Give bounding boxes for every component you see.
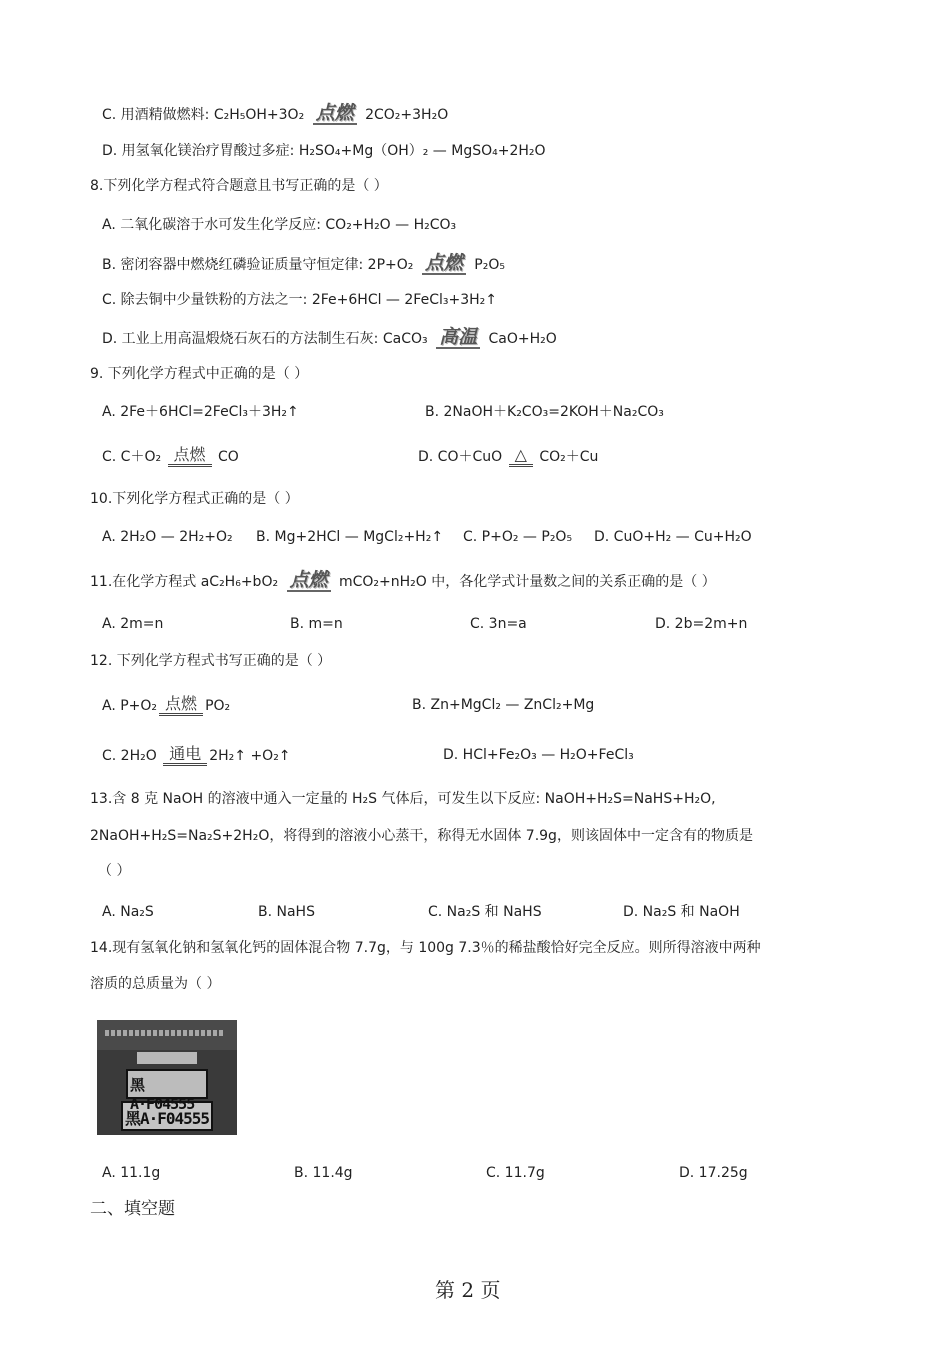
line-text: B. Mg+2HCl — MgCl₂+H₂↑ xyxy=(256,529,444,545)
text-line-q8c xyxy=(102,290,497,310)
line-text: 2NaOH+H₂S=Na₂S+2H₂O，将得到的溶液小心蒸干，称得无水固体 7.9g，则该固体中一定含有的物质是 xyxy=(90,828,753,844)
line-text-after: P₂O₅ xyxy=(469,257,505,273)
text-line-q13a xyxy=(90,789,716,809)
text-line-q14od xyxy=(679,1163,748,1183)
text-line-q7d xyxy=(102,141,546,161)
line-text: C. P+O₂ — P₂O₅ xyxy=(463,529,573,545)
line-text: 12. 下列化学方程式书写正确的是（ ） xyxy=(90,653,332,669)
page-number: 第 2 页 xyxy=(435,1278,501,1302)
text-line-q14a xyxy=(90,938,761,958)
line-text: 11.在化学方程式 aC₂H₆+bO₂ xyxy=(90,574,283,590)
line-text-after: 2H₂↑ +O₂↑ xyxy=(209,748,291,764)
text-line-q7c xyxy=(102,103,448,125)
text-line-q13ob xyxy=(258,902,315,922)
text-line-q11b xyxy=(290,614,343,634)
line-text: B. NaHS xyxy=(258,904,315,920)
text-line-q10a xyxy=(102,527,233,547)
text-line-q12b xyxy=(412,695,594,715)
text-line-q12a xyxy=(102,695,230,716)
line-text-after: CO xyxy=(213,449,239,465)
line-text: C. 11.7g xyxy=(486,1165,545,1181)
reaction-condition: 点燃 xyxy=(287,570,331,592)
line-text-after: 2CO₂+3H₂O xyxy=(360,107,449,123)
line-text: D. Na₂S 和 NaOH xyxy=(623,904,740,920)
line-text: A. 二氧化碳溶于水可发生化学反应: CO₂+H₂O — H₂CO₃ xyxy=(102,217,457,233)
plate-1-text: 黑A·F04555 xyxy=(130,1076,195,1113)
line-text: A. 2Fe＋6HCl=2FeCl₃＋3H₂↑ xyxy=(102,404,299,420)
line-text-after: CaO+H₂O xyxy=(484,331,557,347)
line-text: A. P+O₂ xyxy=(102,698,158,714)
text-line-q8b xyxy=(102,253,505,275)
line-text: A. 2H₂O — 2H₂+O₂ xyxy=(102,529,233,545)
text-line-q9c xyxy=(102,446,239,467)
text-line-q9a xyxy=(102,402,299,422)
plate-2-text: 黑A·F04555 xyxy=(125,1109,210,1128)
text-line-q8a xyxy=(102,215,456,235)
line-text: D. CuO+H₂ — Cu+H₂O xyxy=(594,529,752,545)
line-text: A. Na₂S xyxy=(102,904,154,920)
text-line-q9b xyxy=(425,402,664,422)
line-text: A. 11.1g xyxy=(102,1165,161,1181)
text-line-q8 xyxy=(90,176,388,196)
line-text: 8.下列化学方程式符合题意且书写正确的是（ ） xyxy=(90,178,388,194)
line-text: （ ） xyxy=(98,863,131,879)
line-text: B. 11.4g xyxy=(294,1165,353,1181)
text-line-q11c xyxy=(470,614,527,634)
text-line-q13b xyxy=(90,826,753,846)
text-line-q12d xyxy=(443,745,634,765)
reaction-condition: 通电 xyxy=(163,745,207,766)
reaction-condition: 点燃 xyxy=(159,695,203,716)
line-text: 溶质的总质量为（ ） xyxy=(90,976,221,992)
text-line-q13od xyxy=(623,902,740,922)
line-text: B. Zn+MgCl₂ — ZnCl₂+Mg xyxy=(412,697,595,713)
line-text: C. C＋O₂ xyxy=(102,449,166,465)
line-text: 13.含 8 克 NaOH 的溶液中通入一定量的 H₂S 气体后，可发生以下反应: NaOH+H₂S=NaHS+H₂O, xyxy=(90,791,716,807)
line-text: D. HCl+Fe₂O₃ — H₂O+FeCl₃ xyxy=(443,747,634,763)
text-line-q14ob xyxy=(294,1163,353,1183)
section-heading: 二、填空题 xyxy=(90,1199,175,1219)
text-line-q9d xyxy=(418,446,598,467)
text-line-q10d xyxy=(594,527,752,547)
text-line-q14oc xyxy=(486,1163,545,1183)
reaction-condition: 点燃 xyxy=(168,446,212,467)
line-text: C. 2H₂O xyxy=(102,748,162,764)
line-text: B. 2NaOH＋K₂CO₃=2KOH＋Na₂CO₃ xyxy=(425,404,664,420)
line-text: C. 3n=a xyxy=(470,616,527,632)
line-text: C. 用酒精做燃料: C₂H₅OH+3O₂ xyxy=(102,107,309,123)
text-line-q11a xyxy=(102,614,163,634)
line-text: D. CO＋CuO xyxy=(418,449,507,465)
text-line-q14b xyxy=(90,974,220,994)
line-text: A. 2m=n xyxy=(102,616,164,632)
text-line-q8d xyxy=(102,327,557,349)
text-line-q12c xyxy=(102,745,291,766)
line-text: 9. 下列化学方程式中正确的是（ ） xyxy=(90,366,309,382)
text-line-q13oc xyxy=(428,902,542,922)
line-text: D. 工业上用高温煅烧石灰石的方法制生石灰: CaCO₃ xyxy=(102,331,433,347)
line-text: C. Na₂S 和 NaHS xyxy=(428,904,542,920)
text-line-q10 xyxy=(90,489,299,509)
reaction-condition: 点燃 xyxy=(422,253,466,275)
line-text: D. 2b=2m+n xyxy=(655,616,748,632)
text-line-q10b xyxy=(256,527,443,547)
reaction-condition: △ xyxy=(509,446,533,467)
text-line-q14oa xyxy=(102,1163,160,1183)
text-line-q11 xyxy=(90,570,716,592)
line-text: B. m=n xyxy=(290,616,343,632)
line-text-after: CO₂＋Cu xyxy=(534,449,599,465)
line-text: D. 用氢氧化镁治疗胃酸过多症: H₂SO₄+Mg（OH）₂ — MgSO₄+2H₂O xyxy=(102,143,546,159)
text-line-q11d xyxy=(655,614,747,634)
license-plate-photo xyxy=(97,1020,237,1135)
line-text: 14.现有氢氧化钠和氢氧化钙的固体混合物 7.7g，与 100g 7.3％的稀盐酸恰好完全反应。则所得溶液中两种 xyxy=(90,940,761,956)
line-text-after: PO₂ xyxy=(205,698,231,714)
reaction-condition: 点燃 xyxy=(313,103,357,125)
text-line-q13oa xyxy=(102,902,154,922)
line-text: 10.下列化学方程式正确的是（ ） xyxy=(90,491,299,507)
line-text: B. 密闭容器中燃烧红磷验证质量守恒定律: 2P+O₂ xyxy=(102,257,418,273)
text-line-q12 xyxy=(90,651,331,671)
text-line-q10c xyxy=(463,527,572,547)
text-line-q13c xyxy=(98,861,130,881)
text-line-q9 xyxy=(90,364,308,384)
reaction-condition: 高温 xyxy=(436,327,480,349)
line-text: C. 除去铜中少量铁粉的方法之一: 2Fe+6HCl — 2FeCl₃+3H₂↑ xyxy=(102,292,497,308)
line-text-after: mCO₂+nH₂O 中，各化学式计量数之间的关系正确的是（ ） xyxy=(334,574,716,590)
line-text: D. 17.25g xyxy=(679,1165,748,1181)
